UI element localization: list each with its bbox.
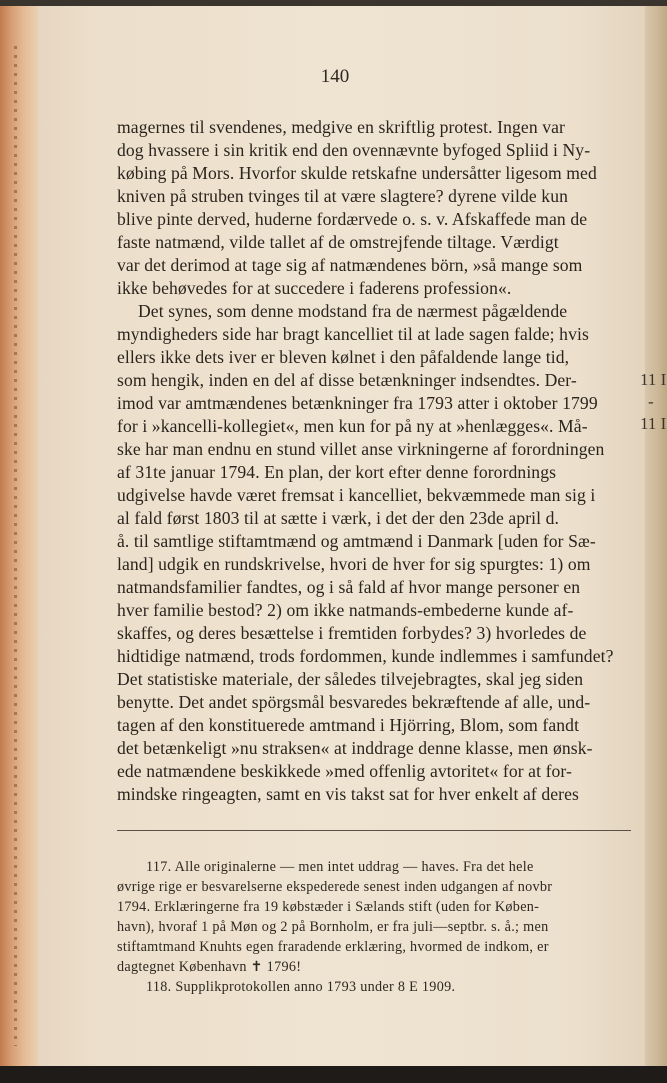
body-line: kniven på struben tvinges til at være slagtere? dyrene vilde kun	[117, 186, 569, 206]
margin-mark: 11 I	[640, 370, 667, 389]
body-line: det betænkeligt »nu straksen« at inddrage denne klasse, men ønsk-	[117, 738, 593, 758]
book-binding	[0, 6, 40, 1066]
body-line: ikke behøvedes for at succedere i faderens profession«.	[117, 278, 512, 298]
footnote-line: øvrige rige er besvarelserne ekspederede senest inden udgangen af novbr	[117, 879, 553, 895]
body-line: al fald først 1803 til at sætte i værk, i det der den 23de april d.	[117, 508, 560, 528]
footnote-line: stiftamtmand Knuhts egen fraradende erklæring, hvormed de indkom, er	[117, 939, 549, 955]
paragraph-first-line: Det synes, som denne modstand fra de nærmest pågældende	[138, 301, 568, 321]
footnote-117: 117. Alle originalerne — men intet uddrag — haves. Fra det hele	[146, 859, 534, 875]
body-line: faste natmænd, vilde tallet af de omstrejfende tiltage. Værdigt	[117, 232, 559, 252]
body-line: myndigheders side har bragt kancelliet til at lade sagen falde; hvis	[117, 324, 589, 344]
body-line: som hengik, inden en del af disse betænkninger indsendtes. Der-	[117, 370, 577, 390]
body-line: å. til samtlige stiftamtmænd og amtmænd i Danmark [uden for Sæ-	[117, 531, 596, 551]
body-line: tagen af den konstituerede amtmand i Hjörring, Blom, som fandt	[117, 715, 580, 735]
body-line: benytte. Det andet spörgsmål besvaredes bekræftende af alle, und-	[117, 692, 591, 712]
body-line: udgivelse havde været fremsat i kancelliet, bekvæmmede man sig i	[117, 485, 596, 505]
margin-mark: -	[648, 392, 654, 411]
body-line: ellers ikke dets iver er bleven kølnet i den påfaldende lange tid,	[117, 347, 570, 367]
body-line: for i »kancelli-kollegiet«, men kun for på ny at »henlægges«. Må-	[117, 416, 588, 436]
body-line: ske har man endnu en stund villet anse virkningerne af forordningen	[117, 439, 605, 459]
body-line: Det statistiske materiale, der således tilvejebragtes, skal jeg siden	[117, 669, 584, 689]
body-line: natmandsfamilier fandtes, og i så fald af hvor mange personer en	[117, 577, 581, 597]
footnote-line: havn), hvoraf 1 på Møn og 2 på Bornholm, er fra juli—septbr. s. å.; men	[117, 919, 549, 935]
margin-mark: 11 I	[640, 414, 667, 433]
body-line: købing på Mors. Hvorfor skulde retskafne undersåtter ligesom med	[117, 163, 597, 183]
footnote-line: dagtegnet København ✝ 1796!	[117, 959, 302, 975]
body-line: land] udgik en rundskrivelse, hvori de hver for sig spurgtes: 1) om	[117, 554, 591, 574]
footnote-divider	[117, 830, 631, 831]
body-line: blive pinte derved, huderne fordærvede o. s. v. Afskaffede man de	[117, 209, 588, 229]
footnote-118: 118. Supplikprotokollen anno 1793 under 8 E 1909.	[146, 979, 456, 995]
scan-bottom-edge	[0, 1066, 667, 1083]
body-line: hver familie bestod? 2) om ikke natmands-embederne kunde af-	[117, 600, 574, 620]
body-line: ede natmændene beskikkede »med offenlig avtoritet« for at for-	[117, 761, 572, 781]
body-line: imod var amtmændenes betænkninger fra 1793 atter i oktober 1799	[117, 393, 598, 413]
footnote-line: 1794. Erklæringerne fra 19 købstæder i Sælands stift (uden for Køben-	[117, 899, 540, 915]
body-line: af 31te januar 1794. En plan, der kort efter denne forordnings	[117, 462, 557, 482]
body-line: hidtidige natmænd, trods fordommen, kunde indlemmes i samfundet?	[117, 646, 614, 666]
binding-stitching	[14, 46, 17, 1046]
page-edge-strip	[645, 6, 667, 1066]
body-line: mindske ringeagten, samt en vis takst sat for hver enkelt af deres	[117, 784, 579, 804]
body-line: skaffes, og deres besættelse i fremtiden forbydes? 3) hvorledes de	[117, 623, 587, 643]
body-line: var det derimod at tage sig af natmændenes börn, »så mange som	[117, 255, 583, 275]
body-line: magernes til svendenes, medgive en skriftlig protest. Ingen var	[117, 117, 565, 137]
page-number: 140	[320, 66, 350, 87]
body-line: dog hvassere i sin kritik end den ovennævnte byfoged Spliid i Ny-	[117, 140, 591, 160]
